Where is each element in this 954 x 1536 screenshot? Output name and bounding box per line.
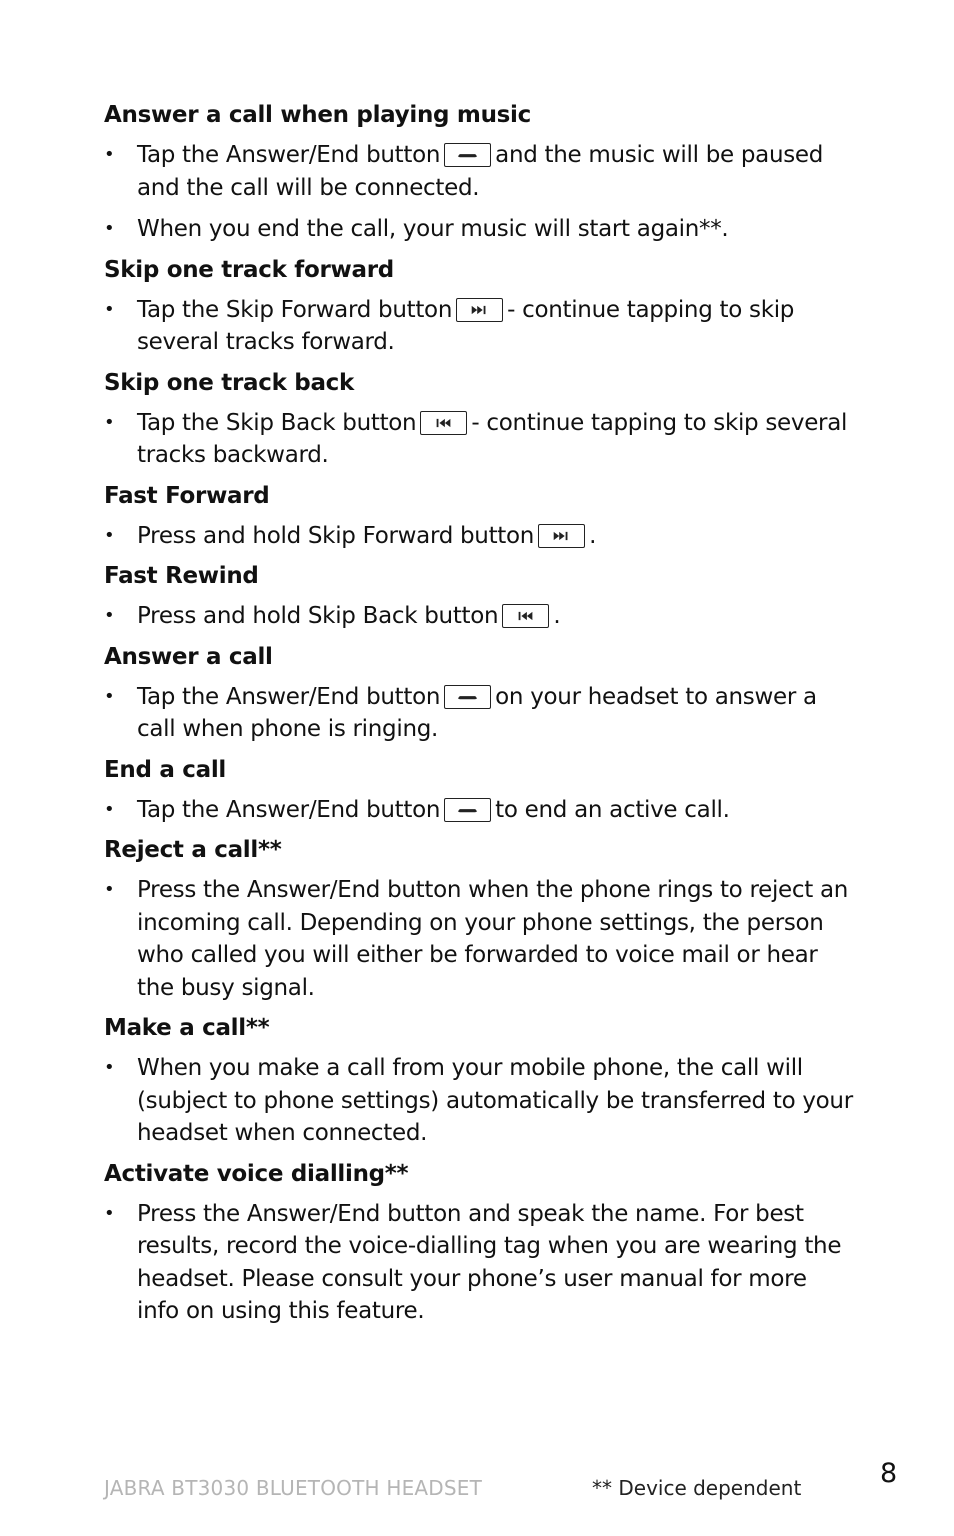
bullet-text-continued: . <box>553 603 561 629</box>
page-content <box>104 100 854 1337</box>
bullet-item <box>104 294 854 359</box>
bullet-text-continued: and the music will be paused and the call will be connected. <box>137 142 824 201</box>
answer-end-icon <box>444 143 491 167</box>
answer-end-icon <box>444 685 491 709</box>
bullet-text-continued: on your headset to answer a call when phone is ringing. <box>137 683 817 742</box>
bullet-text: Press the Answer/End button and speak the name. For best results, record the voice-dialling tag when you are wearing the headset. Please consult your phone’s user manual for more info on using this feature. <box>137 1200 842 1324</box>
section <box>104 1013 854 1150</box>
section <box>104 835 854 1004</box>
section <box>104 368 854 472</box>
section <box>104 1159 854 1328</box>
bullet-text: Tap the Answer/End button <box>137 796 441 823</box>
section-heading: Fast Forward <box>104 482 270 509</box>
section <box>104 755 854 827</box>
bullet-item <box>104 794 854 827</box>
section-heading: Reject a call** <box>104 837 282 863</box>
bullet-text: Press and hold Skip Forward button <box>137 522 535 549</box>
bullet-text-continued: - continue tapping to skip several tracks backward. <box>137 409 848 468</box>
section <box>104 561 854 633</box>
bullet-item <box>104 874 854 1004</box>
bullet-text: Press and hold Skip Back button <box>137 603 499 629</box>
section-heading: Activate voice dialling** <box>104 1160 409 1187</box>
section-heading: Skip one track back <box>104 369 355 396</box>
bullet-item <box>104 407 854 472</box>
section <box>104 100 854 246</box>
section <box>104 642 854 746</box>
bullet-item <box>104 1052 854 1150</box>
skip-back-icon <box>502 604 549 628</box>
section-heading: Make a call** <box>104 1015 270 1041</box>
footer-product-name: JABRA BT3030 BLUETOOTH HEADSET <box>104 1476 483 1500</box>
skip-forward-icon <box>538 524 585 548</box>
bullet-text: Tap the Answer/End button <box>137 683 441 710</box>
bullet-text: Tap the Skip Forward button <box>137 296 453 323</box>
bullet-item <box>104 1198 854 1328</box>
bullet-text-continued: - continue tapping to skip several tracks forward. <box>137 296 795 355</box>
bullet-item <box>104 681 854 746</box>
section-heading: Answer a call when playing music <box>104 102 531 128</box>
bullet-text: When you end the call, your music will start again**. <box>137 216 729 242</box>
bullet-text-continued: . <box>589 522 597 549</box>
bullet-item <box>104 213 854 246</box>
skip-back-icon <box>420 411 467 435</box>
bullet-text: Press the Answer/End button when the phone rings to reject an incoming call. Depending on your phone settings, the person who called you will either be forwarded to voice mail or hear the busy signal. <box>137 877 849 1001</box>
footer-device-note: ** Device dependent <box>592 1476 802 1500</box>
answer-end-icon <box>444 798 491 822</box>
bullet-item <box>104 520 854 553</box>
section <box>104 255 854 359</box>
section-heading: Answer a call <box>104 643 273 670</box>
section-heading: Fast Rewind <box>104 563 259 589</box>
section <box>104 481 854 553</box>
page-number: 8 <box>880 1458 898 1489</box>
section-heading: Skip one track forward <box>104 256 394 283</box>
bullet-item <box>104 139 854 204</box>
bullet-item <box>104 600 854 633</box>
section-heading: End a call <box>104 756 227 783</box>
bullet-text: Tap the Answer/End button <box>137 142 441 168</box>
bullet-text: Tap the Skip Back button <box>137 409 417 436</box>
bullet-text-continued: to end an active call. <box>495 796 730 823</box>
skip-forward-icon <box>456 298 503 322</box>
bullet-text: When you make a call from your mobile phone, the call will (subject to phone settings) automatically be transferred to your headset when connected. <box>137 1055 853 1146</box>
